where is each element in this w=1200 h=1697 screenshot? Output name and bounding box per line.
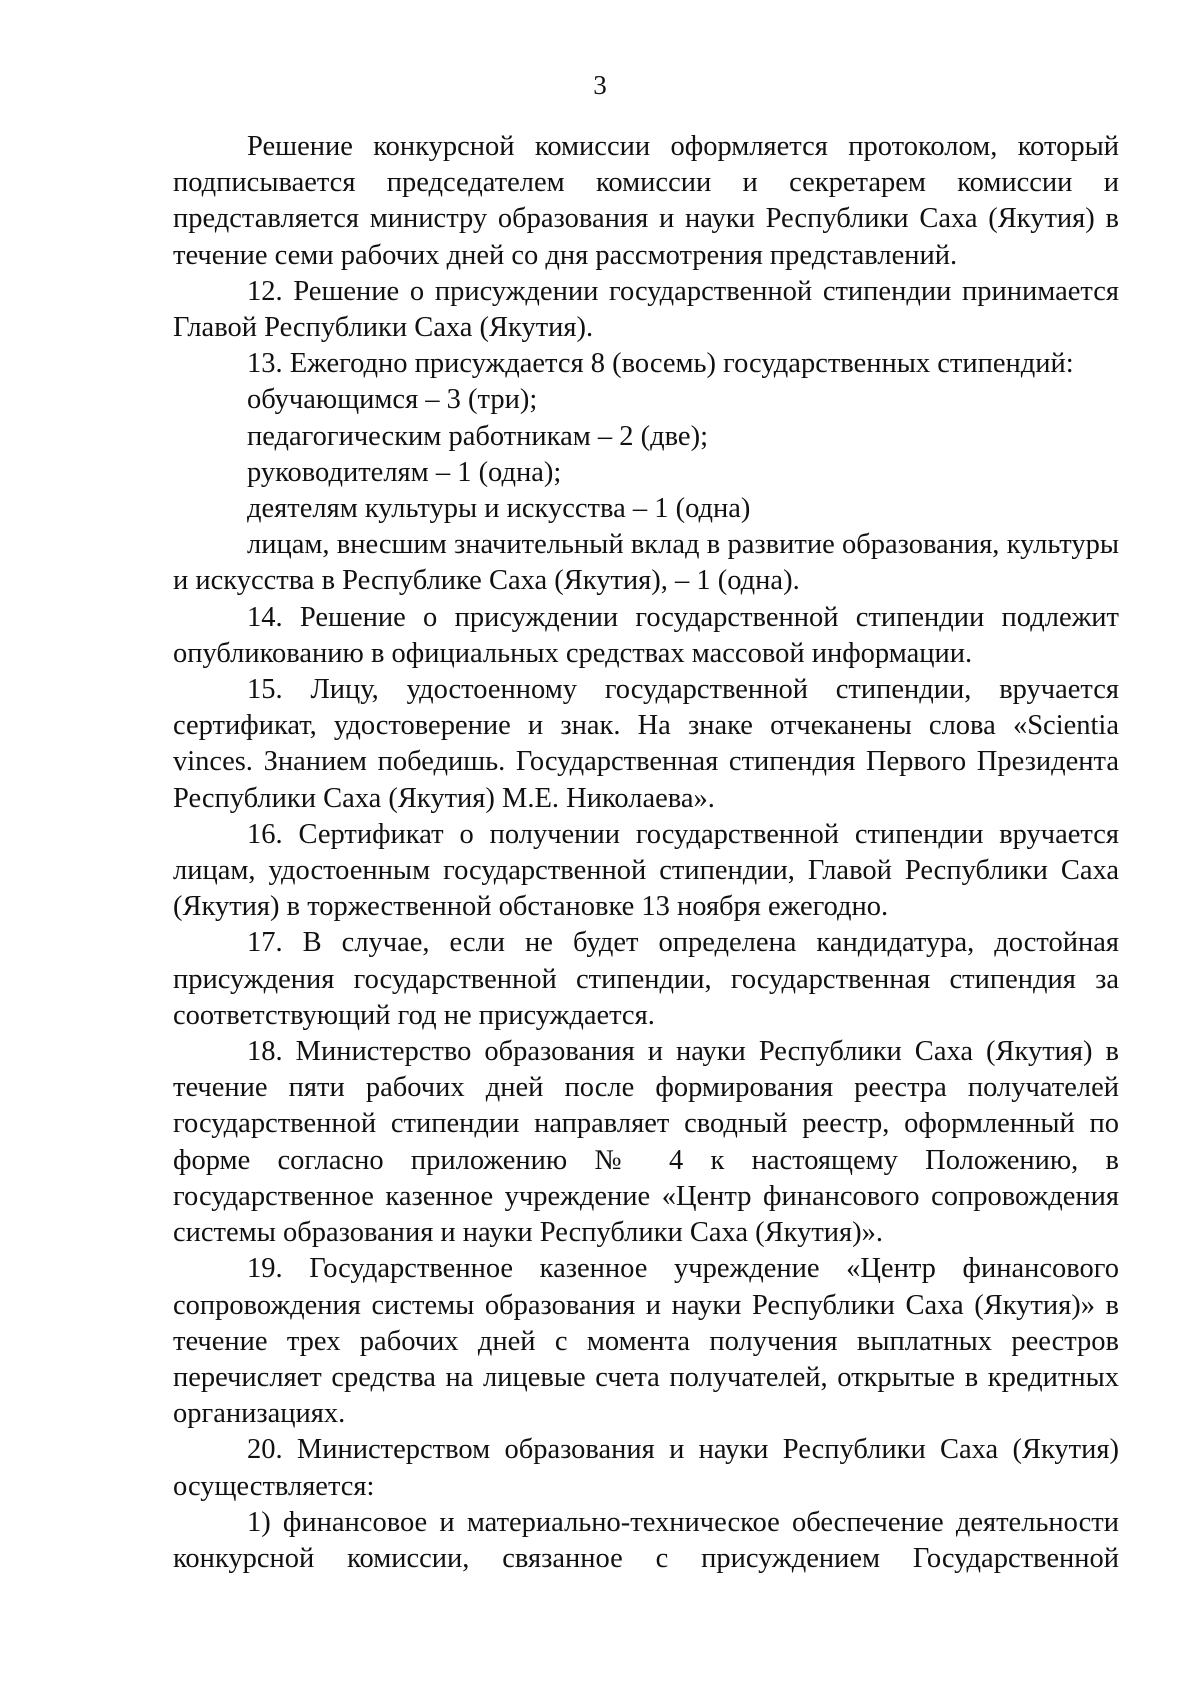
clause-13 — [173, 346, 1119, 599]
page-number: 3 — [593, 70, 607, 100]
clause-19: 19. Государственное казенное учреждение «Центр финансового сопровождения системы образования и науки Республики Саха (Якутия)» в течение трех рабочих дней с момента получения выплатных реестров перечисляет средства на лицевые счета получателей, открытые в кредитных организациях. — [173, 1253, 1119, 1430]
list-item-teachers: педагогическим работникам – 2 (две); — [247, 420, 708, 452]
list-item-managers: руководителям – 1 (одна); — [247, 456, 562, 488]
clause-13-heading: 13. Ежегодно присуждается 8 (восемь) государственных стипендий: — [247, 348, 1074, 380]
clause-20 — [173, 1432, 1119, 1577]
clause-12: 12. Решение о присуждении государственной стипендии принимается Главой Республики Саха (Якутия). — [173, 275, 1119, 344]
list-item-students: обучающимся – 3 (три); — [247, 384, 538, 416]
list-item-culture-figures: деятелям культуры и искусства – 1 (одна) — [247, 493, 751, 525]
clause-14: 14. Решение о присуждении государственной стипендии подлежит опубликованию в официальных средствах массовой информации. — [173, 601, 1119, 669]
clause-16: 16. Сертификат о получении государственной стипендии вручается лицам, удостоенным государственной стипендии, Главой Республики Саха (Якутия) в торжественной обстановке 13 ноября ежегодно. — [173, 818, 1119, 923]
clause-18: 18. Министерство образования и науки Республики Саха (Якутия) в течение пяти рабочих дней после формирования реестра получателей государственной стипендии направляет сводный реестр, оформленный по форме согласно приложению № 4 к настоящему Положению, в государственное казенное учреждение «Центр финансового сопровождения системы образования и науки Республики Саха (Якутия)». — [173, 1036, 1119, 1249]
clause-20-item-1: 1) финансовое и материально-техническое обеспечение деятельности конкурсной комиссии, связанное с присуждением Государственной — [173, 1506, 1119, 1574]
clause-17: 17. В случае, если не будет определена кандидатура, достойная присуждения государственной стипендии, государственная стипендия за соответствующий год не присуждается. — [173, 927, 1119, 1031]
clause-20-heading: 20. Министерством образования и науки Республики Саха (Якутия) осуществляется: — [173, 1434, 1119, 1502]
intro-paragraph: Решение конкурсной комиссии оформляется протоколом, который подписывается председателем комиссии и секретарем комиссии и представляется министру образования и науки Республики Саха (Якутия) в течение семи рабочих дней со дня рассмотрения представлений. — [173, 131, 1119, 271]
list-item-contributors: лицам, внесшим значительный вклад в развитие образования, культуры и искусства в Республике Саха (Якутия), – 1 (одна). — [173, 529, 1119, 597]
clause-15: 15. Лицу, удостоенному государственной стипендии, вручается сертификат, удостоверение и знак. На знаке отчеканены слова «Scientia vinces. Знанием победишь. Государственная стипендия Первого Президента Республики Саха (Якутия) М.Е. Николаева». — [173, 674, 1119, 814]
document-body — [173, 129, 1119, 1577]
